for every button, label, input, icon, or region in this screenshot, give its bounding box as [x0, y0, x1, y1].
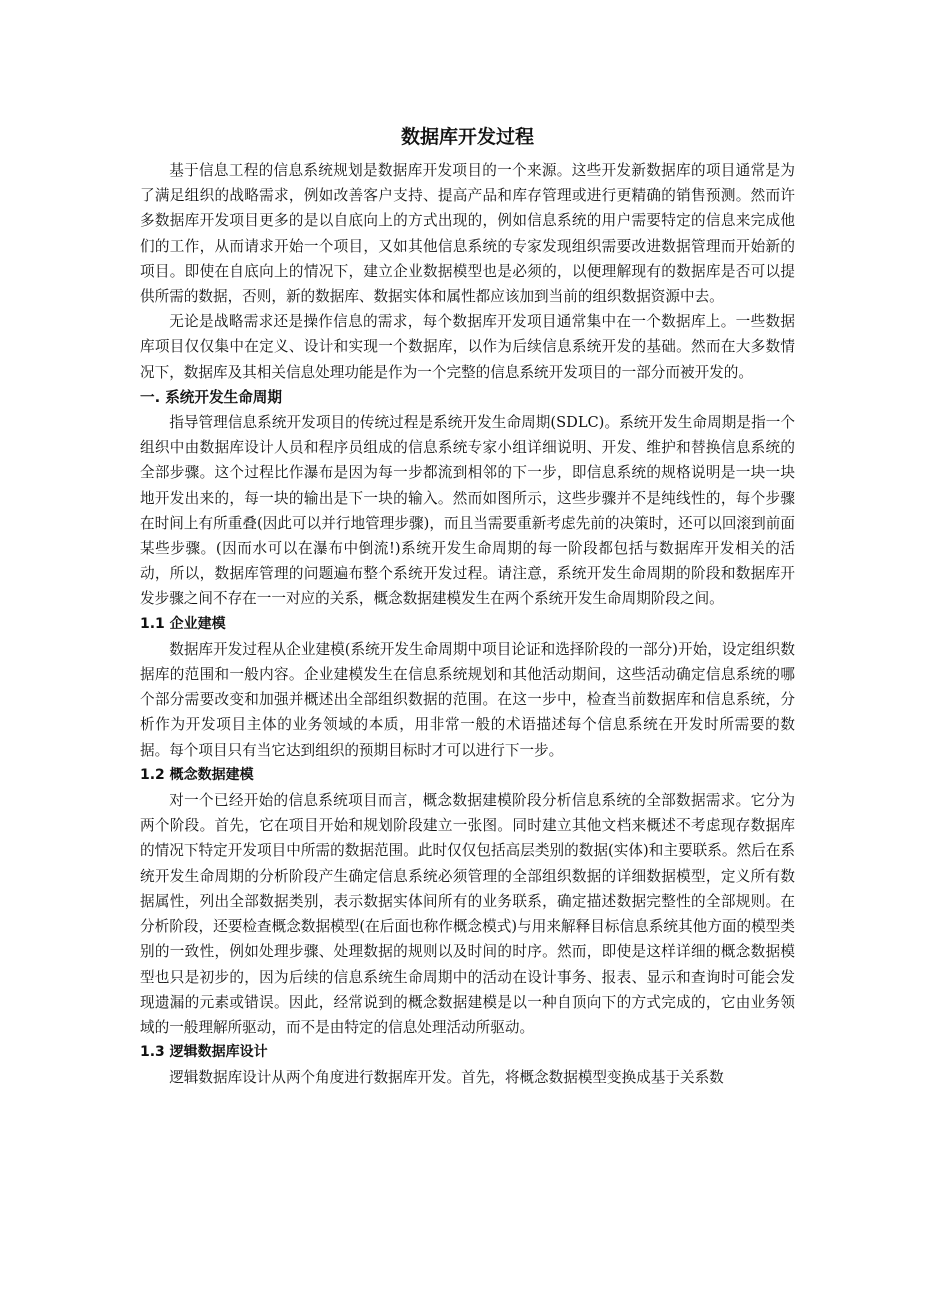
subheading-logical-design: 1.3 逻辑数据库设计: [140, 1044, 268, 1061]
section-heading-sdlc: 一. 系统开发生命周期: [140, 388, 282, 406]
subheading-enterprise-modeling: 1.1 企业建模: [140, 615, 226, 632]
logical-design-paragraph: 逻辑数据库设计从两个角度进行数据库开发。首先，将概念数据模型变换成基于关系数: [169, 1069, 724, 1087]
intro-paragraph-2: 无论是战略需求还是操作信息的需求，每个数据库开发项目通常集中在一个数据库上。一些数据库项目仅仅集中在定义、设计和实现一个数据库，以作为后续信息系统开发的基础。然而在大多数情况下，数据库及其相关信息处理功能是作为一个完整的信息系统开发项目的一部分而被开发的。: [140, 313, 795, 381]
conceptual-modeling-paragraph: 对一个已经开始的信息系统项目而言，概念数据建模阶段分析信息系统的全部数据需求。它分为两个阶段。首先，它在项目开始和规划阶段建立一张图。同时建立其他文档来概述不考虑现存数据库的情况下特定开发项目中所需的数据范围。此时仅仅包括高层类别的数据(实体)和主要联系。然后在系统开发生命周期的分析阶段产生确定信息系统必须管理的全部组织数据的详细数据模型，定义所有数据属性，列出全部数据类别，表示数据实体间所有的业务联系，确定描述数据完整性的全部规则。在分析阶段，还要检查概念数据模型(在后面也称作概念模式)与用来解释目标信息系统其他方面的模型类别的一致性，例如处理步骤、处理数据的规则以及时间的时序。然而，即使是这样详细的概念数据模型也只是初步的，因为后续的信息系统生命周期中的活动在设计事务、报表、显示和查询时可能会发现遗漏的元素或错误。因此，经常说到的概念数据建模是以一种自顶向下的方式完成的，它由业务领域的一般理解所驱动，而不是由特定的信息处理活动所驱动。: [140, 792, 795, 1036]
document-page: [140, 122, 795, 1091]
sdlc-paragraph: 指导管理信息系统开发项目的传统过程是系统开发生命周期(SDLC)。系统开发生命周期是指一个组织中由数据库设计人员和程序员组成的信息系统专家小组详细说明、开发、维护和替换信息系统的全部步骤。这个过程比作瀑布是因为每一步都流到相邻的下一步，即信息系统的规格说明是一块一块地开发出来的，每一块的输出是下一块的输入。然而如图所示，这些步骤并不是纯线性的，每个步骤在时间上有所重叠(因此可以并行地管理步骤)，而且当需要重新考虑先前的决策时，还可以回滚到前面某些步骤。(因而水可以在瀑布中倒流!)系统开发生命周期的每一阶段都包括与数据库开发相关的活动，所以，数据库管理的问题遍布整个系统开发过程。请注意，系统开发生命周期的阶段和数据库开发步骤之间不存在一一对应的关系，概念数据建模发生在两个系统开发生命周期阶段之间。: [140, 414, 795, 608]
subheading-conceptual-modeling: 1.2 概念数据建模: [140, 766, 254, 783]
enterprise-modeling-paragraph: 数据库开发过程从企业建模(系统开发生命周期中项目论证和选择阶段的一部分)开始，设定组织数据库的范围和一般内容。企业建模发生在信息系统规划和其他活动期间，这些活动确定信息系统的哪个部分需要改变和加强并概述出全部组织数据的范围。在这一步中，检查当前数据库和信息系统，分析作为开发项目主体的业务领域的本质，用非常一般的术语描述每个信息系统在开发时所需要的数据。每个项目只有当它达到组织的预期目标时才可以进行下一步。: [140, 640, 795, 759]
page-title: 数据库开发过程: [400, 126, 534, 148]
intro-paragraph-1: 基于信息工程的信息系统规划是数据库开发项目的一个来源。这些开发新数据库的项目通常是为了满足组织的战略需求，例如改善客户支持、提高产品和库存管理或进行更精确的销售预测。然而许多数据库开发项目更多的是以自底向上的方式出现的，例如信息系统的用户需要特定的信息来完成他们的工作，从而请求开始一个项目，又如其他信息系统的专家发现组织需要改进数据管理而开始新的项目。即使在自底向上的情况下，建立企业数据模型也是必须的，以便理解现有的数据库是否可以提供所需的数据，否则，新的数据库、数据实体和属性都应该加到当前的组织数据资源中去。: [140, 162, 795, 306]
